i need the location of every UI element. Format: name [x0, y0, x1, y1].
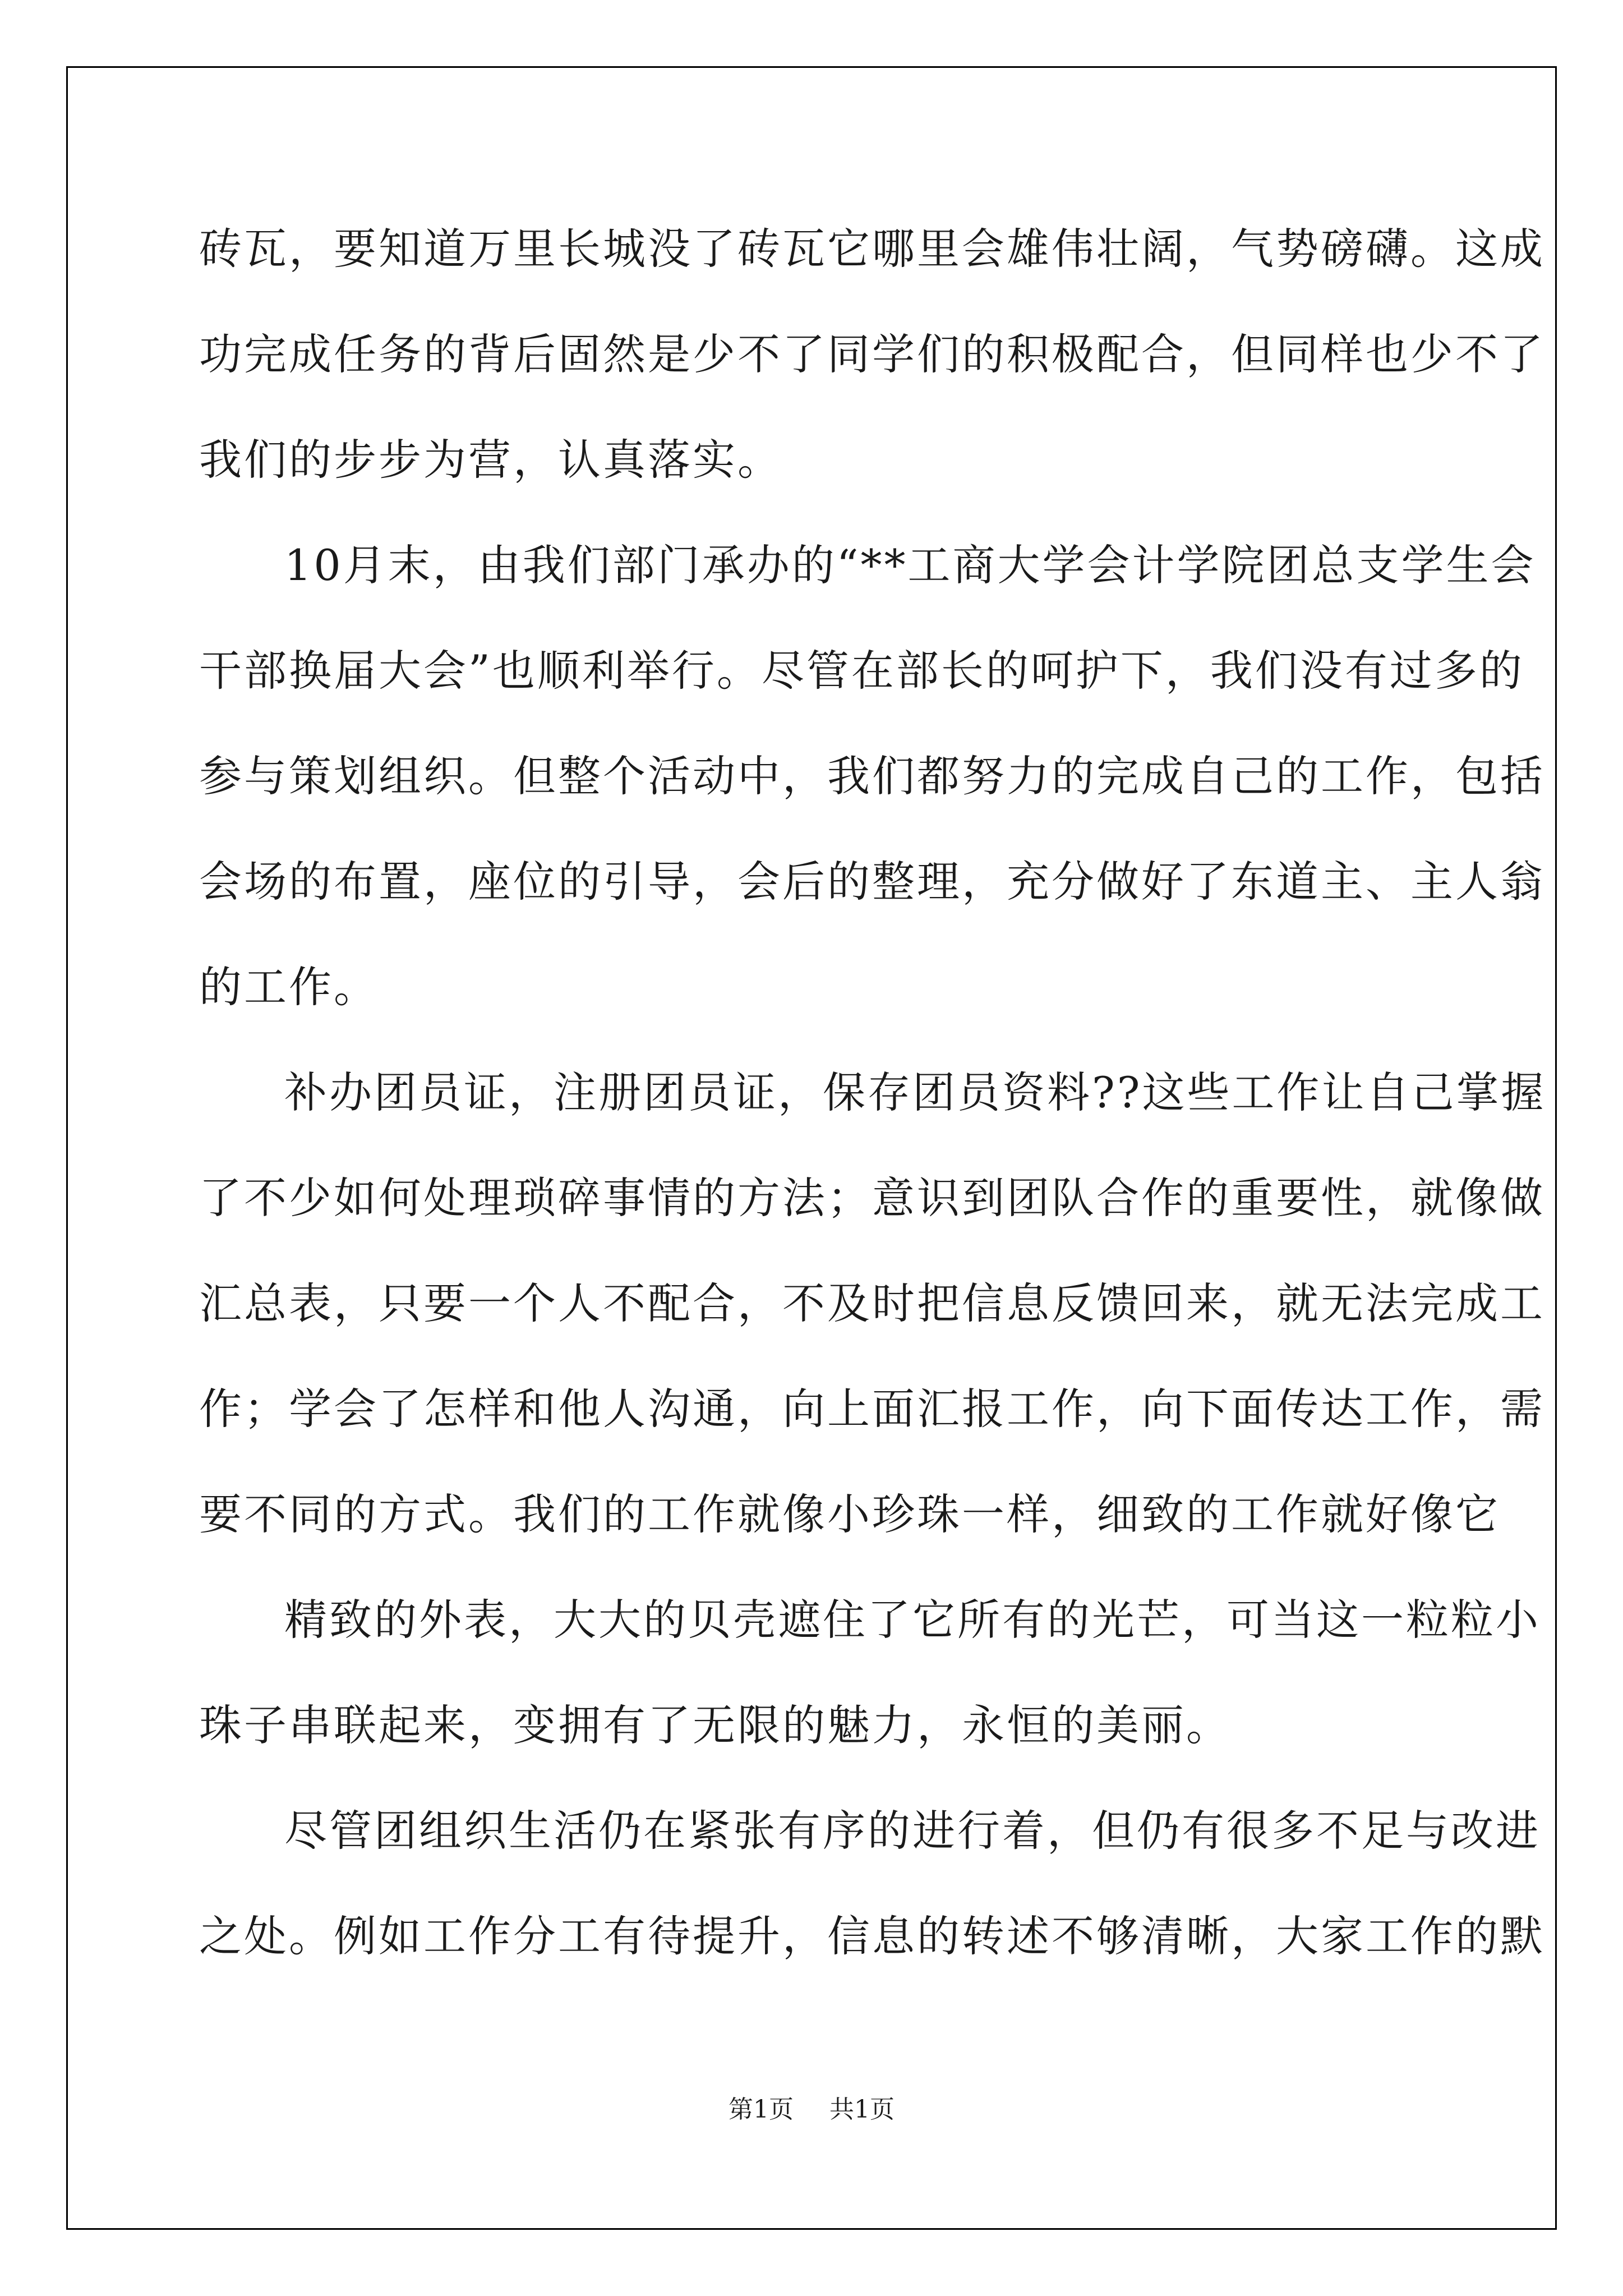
text-line: 之处。例如工作分工有待提升，信息的转述不够清晰，大家工作的默	[199, 1911, 1545, 1961]
paragraph	[199, 196, 1545, 513]
text-line: 汇总表，只要一个人不配合，不及时把信息反馈回来，就无法完成工	[199, 1278, 1545, 1328]
text-line: 砖瓦，要知道万里长城没了砖瓦它哪里会雄伟壮阔，气势磅礴。这成	[199, 224, 1545, 274]
paragraph	[199, 1040, 1546, 1567]
paragraph	[199, 513, 1545, 1040]
paragraph	[199, 1567, 1541, 1778]
text-line: 会场的布置，座位的引导，会后的整理，充分做好了东道主、主人翁	[199, 857, 1545, 907]
page-number: 第1页	[728, 2095, 794, 2124]
text-line: 的工作。	[199, 962, 379, 1012]
text-line: 10月末，由我们部门承办的“**工商大学会计学院团总支学生会	[284, 540, 1536, 590]
document-body	[199, 196, 1546, 1989]
text-line: 我们的步步为营，认真落实。	[199, 435, 782, 485]
text-line: 尽管团组织生活仍在紧张有序的进行着，但仍有很多不足与改进	[284, 1806, 1541, 1856]
text-line: 补办团员证，注册团员证，保存团员资料??这些工作让自己掌握	[284, 1068, 1546, 1117]
page-total: 共1页	[829, 2095, 895, 2124]
text-line: 作；学会了怎样和他人沟通，向上面汇报工作，向下面传达工作，需	[199, 1384, 1545, 1434]
text-line: 了不少如何处理琐碎事情的方法；意识到团队合作的重要性，就像做	[199, 1173, 1545, 1223]
paragraph	[199, 1778, 1545, 1989]
page-footer	[0, 2089, 1623, 2125]
text-line: 参与策划组织。但整个活动中，我们都努力的完成自己的工作，包括	[199, 751, 1545, 801]
text-line: 要不同的方式。我们的工作就像小珍珠一样，细致的工作就好像它	[199, 1489, 1500, 1539]
text-line: 精致的外表，大大的贝壳遮住了它所有的光芒，可当这一粒粒小	[284, 1595, 1541, 1645]
text-line: 珠子串联起来，变拥有了无限的魅力，永恒的美丽。	[199, 1700, 1231, 1750]
text-line: 功完成任务的背后固然是少不了同学们的积极配合，但同样也少不了	[199, 329, 1545, 379]
text-line: 干部换届大会”也顺利举行。尽管在部长的呵护下，我们没有过多的	[199, 646, 1524, 696]
